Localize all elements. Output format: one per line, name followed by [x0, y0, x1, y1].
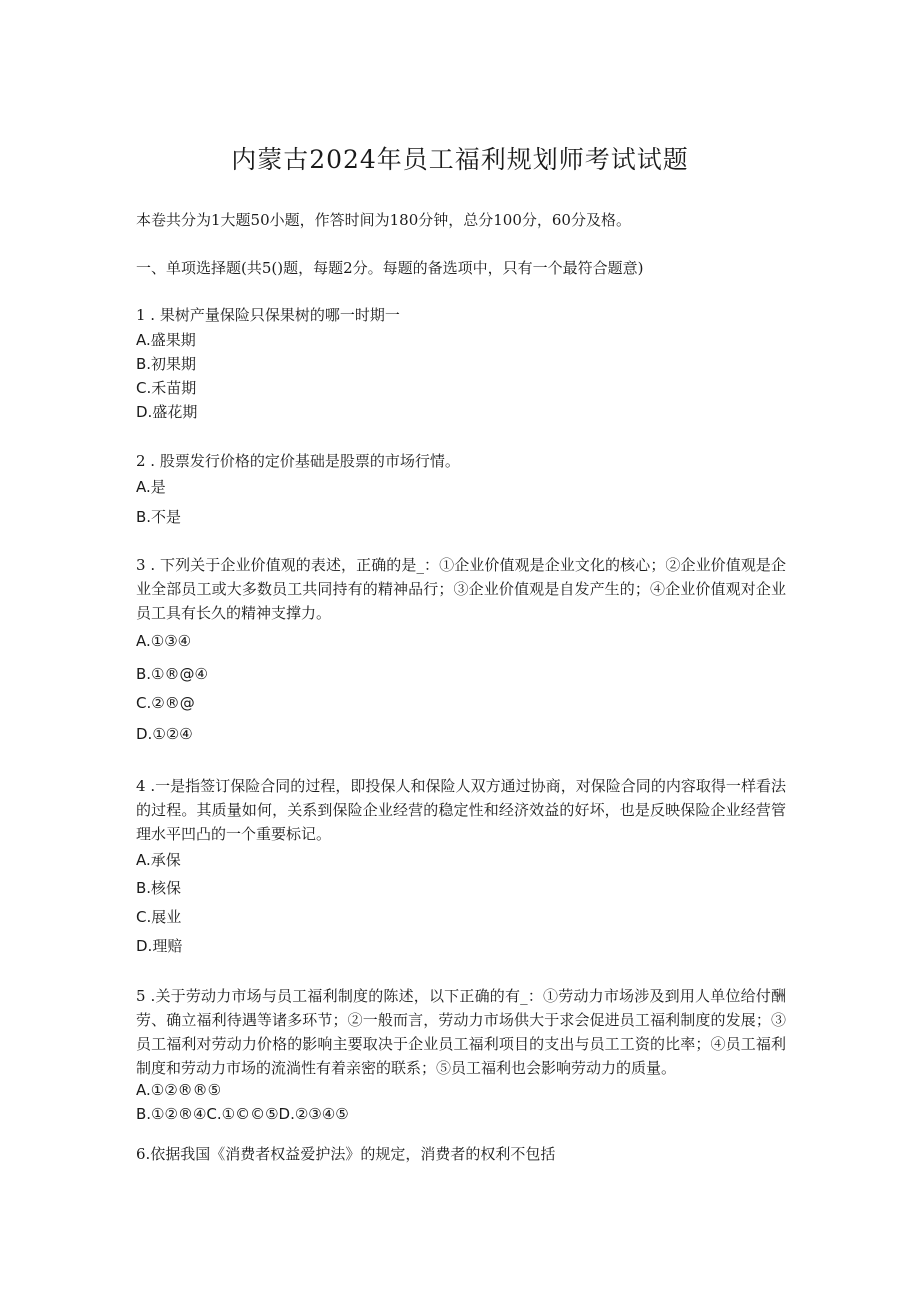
- question-4-option-b: B.核保: [136, 879, 182, 897]
- question-1-option-d: D.盛花期: [136, 403, 198, 421]
- question-4-option-d: D.理赔: [136, 937, 183, 955]
- question-5-options-bcd: B.①②®④C.①©©⑤D.②③④⑤: [136, 1105, 349, 1123]
- question-3-option-a: A.①③④: [136, 632, 192, 650]
- question-4-option-c: C.展业: [136, 908, 182, 926]
- question-5-option-a: A.①②®®⑤: [136, 1081, 222, 1099]
- document-title: 内蒙古2024年员工福利规划师考试试题: [231, 145, 689, 174]
- question-6-stem: 6.依据我国《消费者权益爱护法》的规定，消费者的权利不包括: [136, 1145, 556, 1163]
- question-3-stem: 3 . 下列关于企业价值观的表述，正确的是_：①企业价值观是企业文化的核心；②企业价值观是企业全部员工或大多数员工共同持有的精神品行；③企业价值观是自发产生的；④企业价值观对企业员工具有长久的精神支撑力。: [136, 556, 786, 622]
- question-3-option-b: B.①®@④: [136, 665, 208, 683]
- section-heading: 一、单项选择题(共5()题，每题2分。每题的备选项中，只有一个最符合题意): [136, 259, 644, 277]
- question-1-stem: 1 . 果树产量保险只保果树的哪一时期一: [136, 306, 400, 324]
- question-5-stem: 5 .关于劳动力市场与员工福利制度的陈述，以下正确的有_：①劳动力市场涉及到用人单位给付酬劳、确立福利待遇等诸多环节；②一般而言，劳动力市场供大于求会促进员工福利制度的发展；③员工福利对劳动力价格的影响主要取决于企业员工福利项目的支出与员工工资的比率；④员工福利制度和劳动力市场的流淌性有着亲密的联系；⑤员工福利也会影响劳动力的质量。: [136, 987, 786, 1077]
- exam-intro: 本卷共分为1大题50小题，作答时间为180分钟，总分100分，60分及格。: [136, 211, 631, 229]
- question-2-option-a: A.是: [136, 478, 166, 496]
- question-1-option-c: C.禾苗期: [136, 379, 197, 397]
- question-2-stem: 2 . 股票发行价格的定价基础是股票的市场行情。: [136, 452, 460, 470]
- question-4-stem: 4 .一是指签订保险合同的过程，即投保人和保险人双方通过协商，对保险合同的内容取得一样看法的过程。其质量如何，关系到保险企业经营的稳定性和经济效益的好坏，也是反映保险企业经营管理水平凹凸的一个重要标记。: [136, 777, 786, 843]
- question-1-option-b: B.初果期: [136, 355, 197, 373]
- question-1-option-a: A.盛果期: [136, 331, 196, 349]
- question-4-option-a: A.承保: [136, 851, 181, 869]
- question-3-option-d: D.①②④: [136, 725, 193, 743]
- question-2-option-b: B.不是: [136, 508, 182, 526]
- question-3-option-c: C.②®@: [136, 694, 195, 712]
